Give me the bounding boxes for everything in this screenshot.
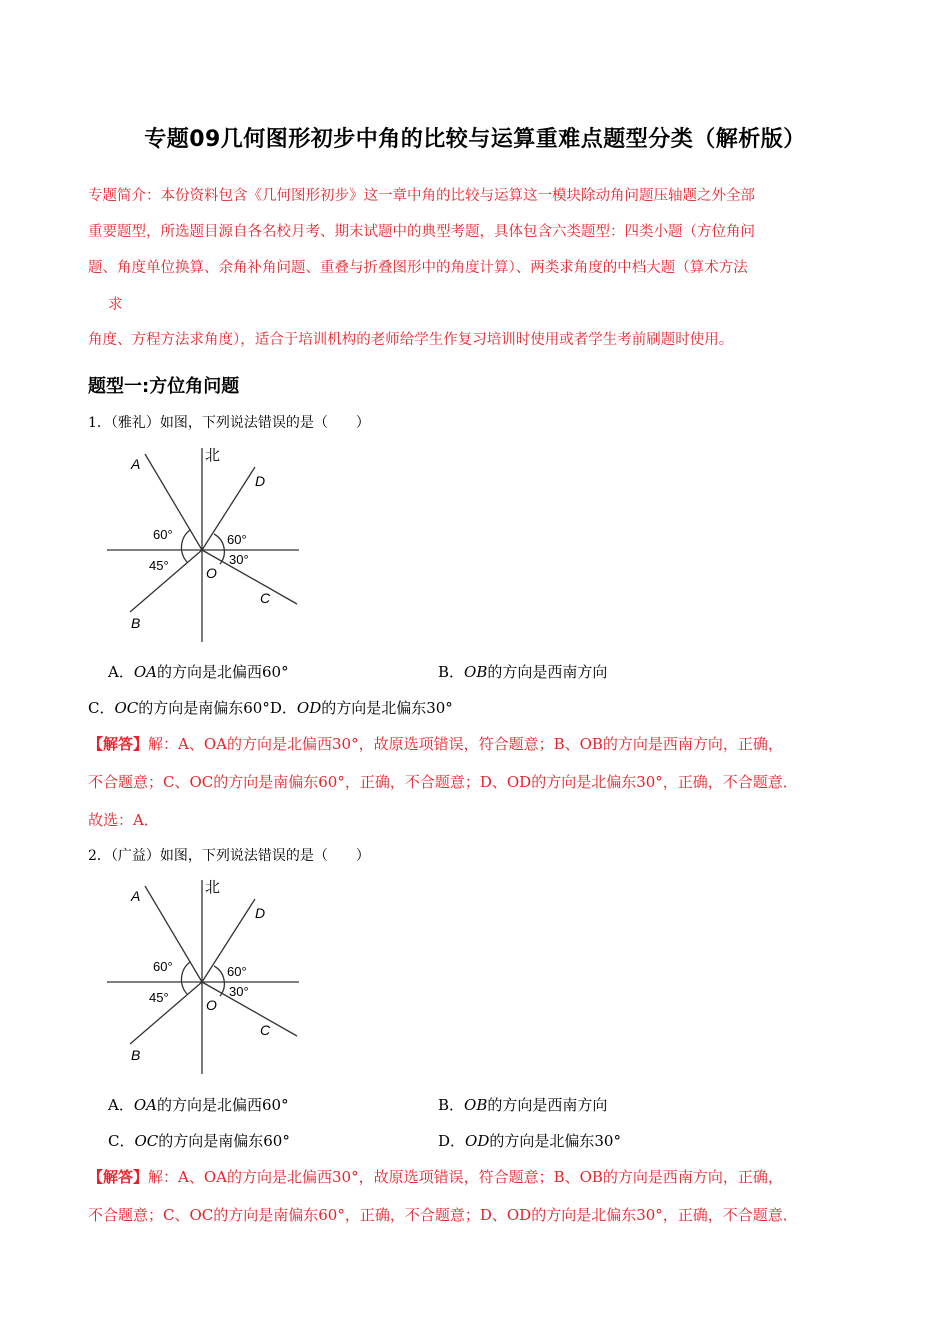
q2-answer-line-1: 【解答】解：A、OA的方向是北偏西30°，故原选项错误，符合题意；B、OB的方向是西南方向，正确，: [88, 1168, 783, 1186]
q1-fig-label-a: A: [131, 456, 141, 472]
q1-option-c-letter: C．: [88, 699, 115, 717]
q1-option-a-var: OA: [133, 663, 157, 681]
q1-fig-angle-60-right: 60°: [227, 532, 247, 547]
q1-fig-label-o: O: [206, 565, 217, 581]
q1-fig-label-b: B: [131, 615, 141, 631]
q2-fig-label-a: A: [131, 888, 141, 904]
intro-line-1: 专题简介：本份资料包含《几何图形初步》这一章中角的比较与运算这一模块除动角问题压轴题之外全部: [88, 188, 755, 204]
q2-fig-angle-30: 30°: [229, 984, 249, 999]
intro-line-4: 求: [108, 297, 123, 313]
q1-option-d-letter: D．: [269, 699, 297, 717]
q1-option-b: [438, 661, 607, 682]
q1-fig-north: 北: [205, 447, 221, 464]
intro-line-3: 题、角度单位换算、余角补角问题、重叠与折叠图形中的角度计算）、两类求角度的中档大题（算术方法: [88, 260, 748, 276]
q2-option-d: D．OD的方向是北偏东30°: [438, 1132, 621, 1150]
q2-answer-line-2: 不合题意；C、OC的方向是南偏东60°，正确，不合题意；D、OD的方向是北偏东30°，正确，不合题意．: [88, 1206, 798, 1224]
page-title: 专题09几何图形初步中角的比较与运算重难点题型分类（解析版）: [144, 127, 806, 152]
intro-line-2: 重要题型，所选题目源自各名校月考、期末试题中的典型考题，具体包含六类题型：四类小题（方位角问: [88, 224, 755, 240]
q1-option-b-letter: B．: [438, 663, 465, 681]
q1-option-b-text: 的方向是西南方向: [487, 663, 608, 681]
q1-option-a-text: 的方向是北偏西60°: [156, 663, 289, 681]
q2-fig-label-d: D: [255, 905, 266, 921]
q2-stem: 2．（广益）如图，下列说法错误的是（ ）: [88, 848, 370, 864]
q2-fig-north: 北: [205, 879, 221, 896]
q1-option-d-var: OD: [296, 699, 322, 717]
q1-answer-line-1: 【解答】解：A、OA的方向是北偏西30°，故原选项错误，符合题意；B、OB的方向是西南方向，正确，: [88, 735, 783, 753]
q2-fig-angle-60-right: 60°: [227, 964, 247, 979]
q1-option-d-text: 的方向是北偏东30°: [321, 699, 453, 717]
intro-line-5: 角度、方程方法求角度），适合于培训机构的老师给学生作复习培训时使用或者学生考前刷题时使用。: [88, 332, 734, 348]
section-heading: 题型一:方位角问题: [88, 376, 240, 397]
q1-fig-angle-45: 45°: [149, 558, 169, 573]
q1-fig-label-d: D: [255, 473, 266, 489]
q2-fig-angle-60-left: 60°: [153, 959, 173, 974]
q1-answer-tag: 【解答】: [88, 735, 149, 753]
q2-fig-angle-45: 45°: [149, 990, 169, 1005]
q1-option-a-letter: A．: [108, 663, 134, 681]
q1-fig-label-c: C: [260, 590, 271, 606]
q1-stem: 1．（雅礼）如图，下列说法错误的是（ ）: [88, 415, 370, 431]
q1-answer-line-3: 故选：A．: [88, 811, 159, 829]
q1-fig-angle-30: 30°: [229, 552, 249, 567]
q1-direction-figure: [105, 442, 300, 644]
q1-option-cd: [88, 697, 453, 718]
q1-option-c-text: 的方向是南偏东60°: [138, 699, 270, 717]
q2-fig-label-o: O: [206, 997, 217, 1013]
q2-fig-label-c: C: [260, 1022, 271, 1038]
q1-option-a: [108, 661, 289, 682]
q1-answer-line-2: 不合题意；C、OC的方向是南偏东60°，正确，不合题意；D、OD的方向是北偏东30°，正确，不合题意．: [88, 773, 798, 791]
q2-direction-figure: [105, 874, 300, 1076]
q2-option-b: B．OB的方向是西南方向: [438, 1096, 608, 1114]
q2-fig-label-b: B: [131, 1047, 141, 1063]
q1-option-b-var: OB: [464, 663, 488, 681]
q2-answer-tag: 【解答】: [88, 1168, 149, 1186]
q1-option-c-var: OC: [114, 699, 139, 717]
q2-option-a: A．OA的方向是北偏西60°: [108, 1096, 289, 1114]
q1-fig-angle-60-left: 60°: [153, 527, 173, 542]
q2-option-c: C．OC的方向是南偏东60°: [108, 1132, 290, 1150]
